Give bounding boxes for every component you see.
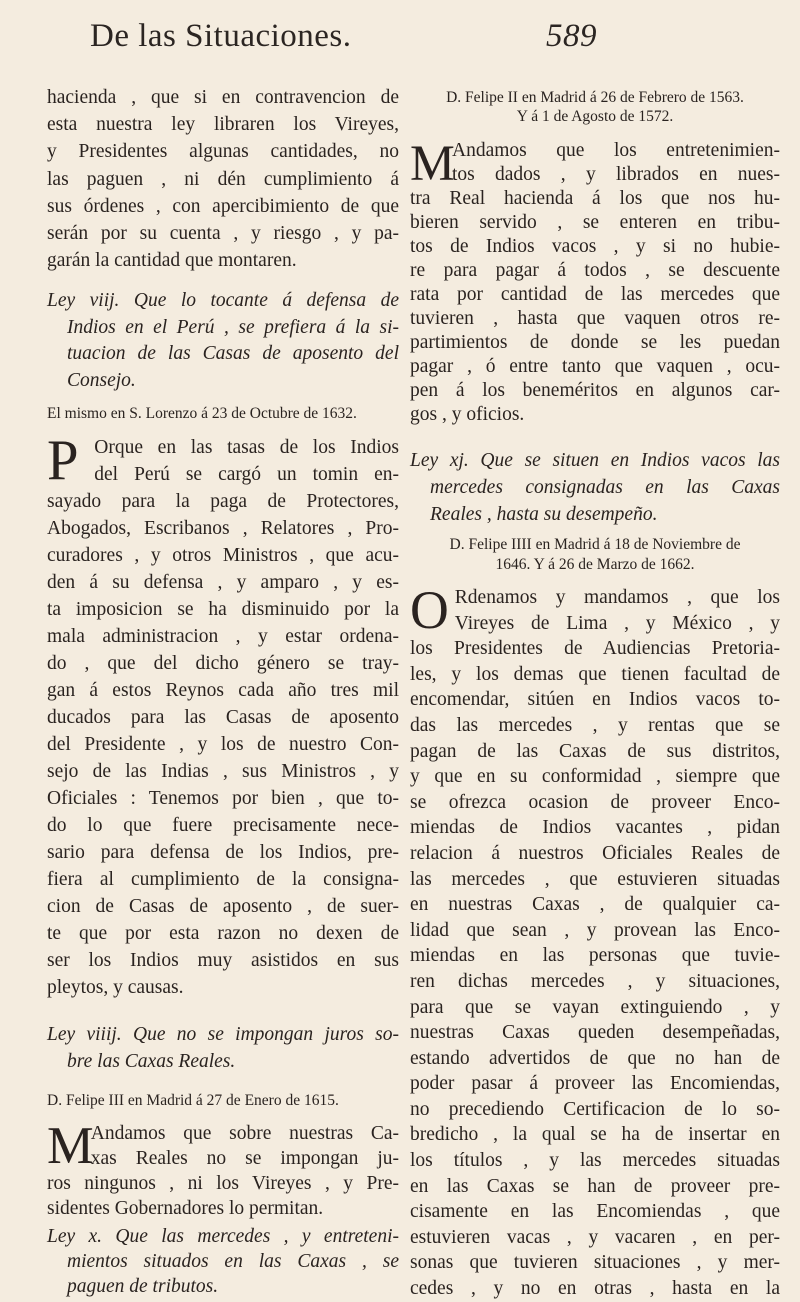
text-line: ducados para las Casas de aposento bbox=[47, 707, 399, 728]
text-line: Ley x. Que las mercedes , y entreteni- bbox=[47, 1226, 399, 1247]
text-line: y Presidentes algunas cantidades, no bbox=[47, 141, 399, 163]
text-line: lidad que sean , y provean las Enco- bbox=[410, 919, 780, 941]
text-line: Andamos que sobre nuestras Ca- bbox=[90, 1123, 399, 1144]
text-line: Y á 1 de Agosto de 1572. bbox=[516, 108, 674, 125]
left-date9-law-date bbox=[47, 1091, 399, 1111]
text-line: curadores , y otros Ministros , que acu- bbox=[47, 545, 399, 566]
text-line: pleytos, y causas. bbox=[47, 977, 184, 998]
left-ley8-law-heading bbox=[47, 288, 399, 395]
right-p10-paragraph bbox=[410, 135, 780, 427]
text-line: sejo de las Indias , sus Ministros , y bbox=[47, 761, 399, 782]
text-line: D. Felipe II en Madrid á 26 de Febrero de 1563. bbox=[446, 89, 744, 106]
text-line: nuestras Caxas queden desempeñadas, bbox=[410, 1022, 780, 1044]
text-line: hacienda , que si en contravencion de bbox=[47, 87, 399, 108]
text-line: se ofrezca ocasion de proveer Enco- bbox=[410, 791, 780, 813]
text-line: te que por esta razon no dexen de bbox=[47, 923, 399, 944]
right-date11-law-date bbox=[410, 535, 780, 575]
left-p1-paragraph bbox=[47, 84, 399, 274]
text-line: Ley viij. Que lo tocante á defensa de bbox=[47, 290, 399, 311]
text-line: do lo que fuere precisamente nece- bbox=[47, 815, 399, 836]
text-line: y que en su conformidad , siempre que bbox=[410, 766, 780, 788]
text-line: los títulos , y las mercedes situadas bbox=[410, 1150, 780, 1172]
text-line: bredicho , la qual se ha de insertar en bbox=[410, 1124, 780, 1146]
text-line: re para pagar á todos , se descuente bbox=[410, 260, 780, 281]
text-line: sidentes Gobernadores lo permitan. bbox=[47, 1198, 324, 1219]
text-line: das las mercedes , y rentas que se bbox=[410, 714, 780, 736]
text-line: mientos situados en las Caxas , se bbox=[67, 1251, 399, 1272]
text-line: relacion á nuestros Oficiales Reales de bbox=[410, 842, 780, 864]
text-line: pagar , ó entre tanto que vaquen , ocu- bbox=[410, 356, 780, 377]
text-line: Abogados, Escribanos , Relatores , Pro- bbox=[47, 518, 399, 539]
text-line: serán por su cuenta , y riesgo , y pa- bbox=[47, 223, 399, 245]
text-line: ta imposicion se ha disminuido por la bbox=[47, 599, 399, 620]
text-line: tra Real hacienda á los que nos hu- bbox=[410, 188, 780, 209]
text-line: mala administracion , y estar ordena- bbox=[47, 626, 399, 647]
text-line: gos , y oficios. bbox=[410, 404, 525, 425]
text-line: del Presidente , y los de nuestro Con- bbox=[47, 734, 399, 755]
text-line: ros ningunos , ni los Vireyes , y Pre- bbox=[47, 1173, 399, 1194]
text-line: estuvieren vacas , y vacaren , en per- bbox=[410, 1226, 780, 1248]
text-line: fiera al cumplimiento de la consigna- bbox=[47, 869, 399, 890]
text-line: no precediendo Certificacion de lo so- bbox=[410, 1098, 780, 1120]
text-line: sario para defensa de los Indios, pre- bbox=[47, 842, 399, 863]
text-line: Orque en las tasas de los Indios bbox=[94, 437, 399, 458]
drop-cap: O bbox=[410, 580, 449, 640]
text-line: del Perú se cargó un tomin en- bbox=[94, 464, 399, 485]
text-line: encomendar, sitúen en Indios vacos to- bbox=[410, 689, 780, 711]
right-date10-law-date bbox=[410, 88, 780, 126]
text-line: pagan de las Caxas de sus distritos, bbox=[410, 740, 780, 762]
text-line: las paguen , ni dén cumplimiento á bbox=[47, 168, 399, 190]
text-line: Andamos que los entretenimien- bbox=[452, 140, 780, 161]
text-line: partimientos de donde se les puedan bbox=[410, 332, 780, 353]
text-line: gan á estos Reynos cada año tres mil bbox=[47, 680, 399, 701]
left-p9-paragraph bbox=[47, 1117, 399, 1221]
left-ley9-law-heading bbox=[47, 1021, 399, 1075]
text-line: rata por cantidad de las mercedes que bbox=[410, 284, 780, 305]
drop-cap: M bbox=[47, 1117, 94, 1175]
text-line: mercedes consignadas en las Caxas bbox=[430, 477, 780, 498]
text-line: tos de Indios vacos , y si no hubie- bbox=[410, 236, 780, 257]
text-line: ser los Indios muy asistidos en sus bbox=[47, 950, 399, 971]
left-ley10-law-heading bbox=[47, 1224, 399, 1299]
text-line: las mercedes , que estuvieren situadas bbox=[410, 868, 780, 890]
left-p8-paragraph bbox=[47, 429, 399, 1001]
text-line: tos dados , y librados en nues- bbox=[452, 164, 780, 185]
text-line: tuvieren , hasta que vaquen otros re- bbox=[410, 308, 780, 329]
text-line: sayado para la paga de Protectores, bbox=[47, 491, 399, 512]
text-line: cedes , y no en otras , hasta en la bbox=[410, 1278, 780, 1300]
text-line: D. Felipe IIII en Madrid á 18 de Noviembre de bbox=[449, 536, 741, 553]
text-line: Indios en el Perú , se prefiera á la si- bbox=[67, 316, 399, 338]
text-line: Oficiales : Tenemos por bien , que to- bbox=[47, 788, 399, 809]
left-date8-law-date bbox=[47, 404, 399, 424]
text-line: cion de Casas de aposento , de suer- bbox=[47, 896, 399, 917]
text-line: Vireyes de Lima , y México , y bbox=[454, 612, 780, 634]
drop-cap: M bbox=[410, 135, 455, 191]
text-line: les, y los demas que tienen facultad de bbox=[410, 663, 780, 685]
text-line: Consejo. bbox=[67, 370, 136, 392]
text-line: los Presidentes de Audiencias Pretoria- bbox=[410, 638, 780, 660]
text-line: den á su defensa , y amparo , y es- bbox=[47, 572, 399, 593]
text-line: sonas que tuvieren situaciones , y mer- bbox=[410, 1252, 780, 1274]
text-line: xas Reales no se impongan ju- bbox=[90, 1148, 399, 1169]
text-line: miendas en las personas que tuvie- bbox=[410, 945, 780, 967]
text-line: garán la cantidad que montaren. bbox=[47, 250, 297, 272]
text-line: Ley viiij. Que no se impongan juros so- bbox=[47, 1024, 399, 1045]
text-line: miendas de Indios vacantes , pidan bbox=[410, 817, 780, 839]
text-line: esta nuestra ley libraren los Vireyes, bbox=[47, 114, 399, 136]
text-line: Reales , hasta su desempeño. bbox=[430, 504, 658, 525]
text-line: El mismo en S. Lorenzo á 23 de Octubre de 1632. bbox=[47, 405, 357, 422]
text-line: en nuestras Caxas , de qualquier ca- bbox=[410, 894, 780, 916]
running-title: De las Situaciones. bbox=[90, 18, 352, 54]
text-line: Rdenamos y mandamos , que los bbox=[454, 587, 780, 608]
text-line: bre las Caxas Reales. bbox=[67, 1051, 236, 1072]
text-line: pen á los beneméritos en algunos car- bbox=[410, 380, 780, 401]
text-line: para que se vayan extinguiendo , y bbox=[410, 996, 780, 1018]
right-ley11-law-heading bbox=[410, 447, 780, 528]
text-line: Ley xj. Que se situen en Indios vacos las bbox=[410, 450, 780, 471]
text-line: cisamente en las Encomiendas , que bbox=[410, 1201, 780, 1223]
page-number: 589 bbox=[546, 18, 597, 54]
text-line: en las Caxas se han de proveer pre- bbox=[410, 1175, 780, 1197]
text-line: 1646. Y á 26 de Marzo de 1662. bbox=[495, 556, 695, 573]
text-line: ren dichas mercedes , y situaciones, bbox=[410, 970, 780, 992]
text-line: sus órdenes , con apercibimiento de que bbox=[47, 195, 399, 217]
text-line: paguen de tributos. bbox=[67, 1276, 219, 1297]
drop-cap: P bbox=[47, 429, 79, 492]
text-line: poder pasar á proveer las Encomiendas, bbox=[410, 1073, 780, 1095]
text-line: estando advertidos de que no han de bbox=[410, 1047, 780, 1069]
text-line: tuacion de las Casas de aposento del bbox=[67, 343, 399, 365]
text-line: D. Felipe III en Madrid á 27 de Enero de 1615. bbox=[47, 1092, 339, 1109]
text-line: bieren servido , se enteren en tribu- bbox=[410, 212, 780, 233]
text-line: do , que del dicho género se tray- bbox=[47, 653, 399, 674]
right-p11-paragraph bbox=[410, 580, 780, 1302]
